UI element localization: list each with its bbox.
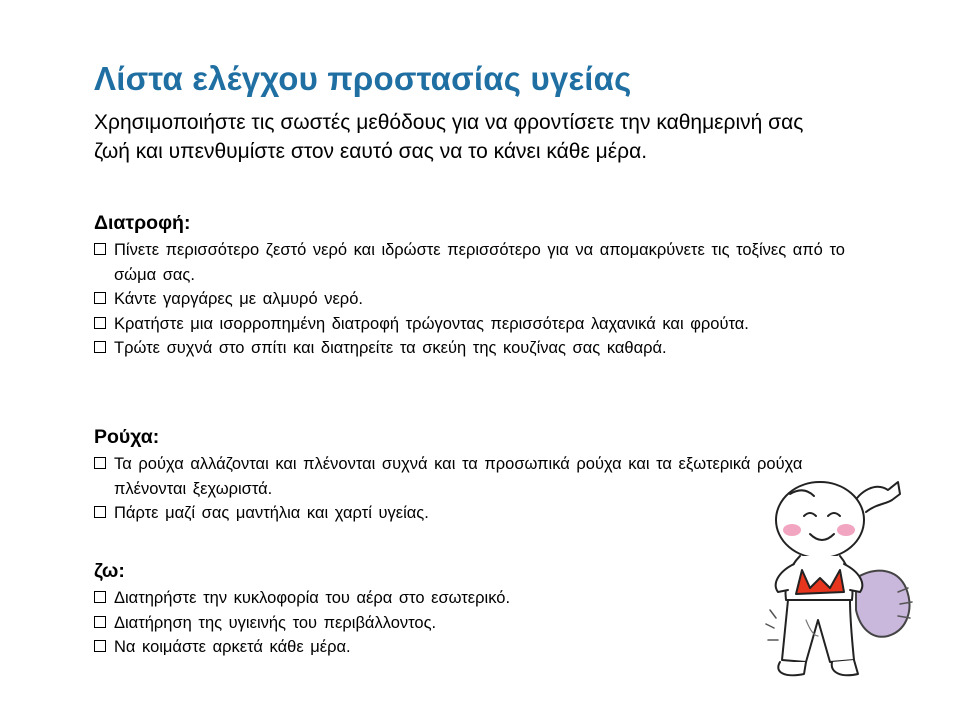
checkbox-icon (94, 243, 106, 255)
section-diet (94, 210, 874, 361)
checkbox-icon (94, 292, 106, 304)
item-text: Τα ρούχα αλλάζονται και πλένονται συχνά και τα προσωπικά ρούχα και τα εξωτερικά ρούχα πλένονται ξεχωριστά. (114, 455, 803, 498)
checklist-item (94, 238, 874, 287)
section-heading: Διατροφή: (94, 212, 191, 234)
item-text: Πίνετε περισσότερο ζεστό νερό και ιδρώστε περισσότερο για να απομακρύνετε τις τοξίνες από το σώμα σας. (114, 241, 845, 284)
item-text: Διατήρηση της υγιεινής του περιβάλλοντος. (114, 613, 437, 632)
item-text: Διατηρήστε την κυκλοφορία του αέρα στο εσωτερικό. (114, 589, 511, 607)
checkbox-icon (94, 341, 106, 353)
item-text: Κρατήστε μια ισορροπημένη διατροφή τρώγοντας περισσότερα λαχανικά και φρούτα. (114, 314, 749, 333)
section-heading: Ρούχα: (94, 426, 160, 448)
page-title: Λίστα ελέγχου προστασίας υγείας (94, 60, 632, 97)
checkbox-icon (94, 457, 106, 469)
item-text: Πάρτε μαζί σας μαντήλια και χαρτί υγείας. (114, 504, 429, 522)
child-illustration-icon (748, 460, 948, 700)
intro-text: Χρησιμοποιήστε τις σωστές μεθόδους για να φροντίσετε την καθημερινή σας ζωή και υπενθυμίστε στον εαυτό σας να το κάνει κάθε μέρα. (94, 111, 804, 163)
item-text: Να κοιμάστε αρκετά κάθε μέρα. (114, 638, 351, 656)
item-text: Τρώτε συχνά στο σπίτι και διατηρείτε τα σκεύη της κουζίνας σας καθαρά. (114, 339, 667, 357)
checkbox-icon (94, 591, 106, 603)
checklist-item (94, 287, 874, 312)
checkbox-icon (94, 506, 106, 518)
checkbox-icon (94, 640, 106, 652)
checklist-item (94, 336, 874, 361)
section-heading: ζω: (94, 560, 125, 582)
checkbox-icon (94, 616, 106, 628)
checklist-item (94, 312, 874, 337)
checkbox-icon (94, 317, 106, 329)
item-text: Κάντε γαργάρες με αλμυρό νερό. (114, 290, 363, 308)
checklist (94, 238, 874, 361)
